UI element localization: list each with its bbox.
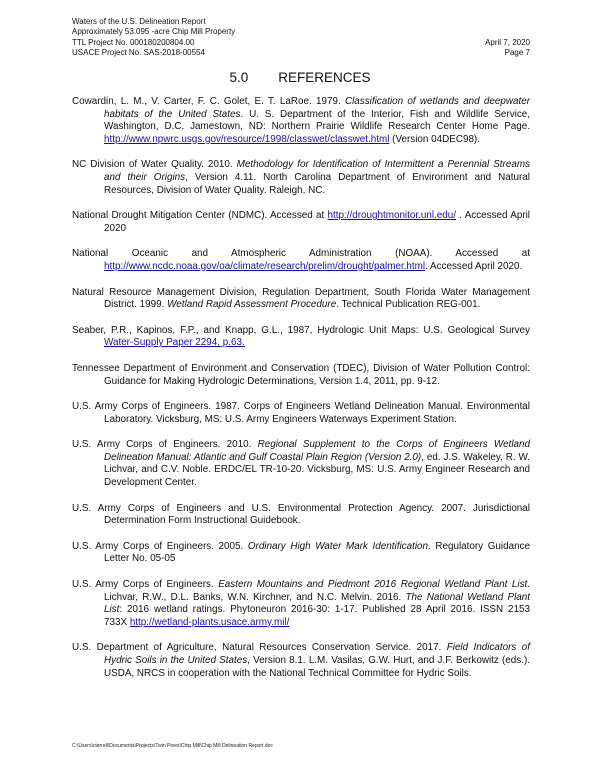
ref-text: , Version 4.11. North Carolina Department of Environment and Natural Resources, Division of Water Quality. Raleigh, NC. bbox=[104, 171, 530, 196]
ref-text: . Accessed April 2020. bbox=[425, 260, 523, 272]
ref-title: The National Wetland Plant List bbox=[104, 591, 530, 616]
ref-text: : 2016 wetland ratings. Phytoneuron 2016-30: 1-17. Published 28 April 2016. ISSN 2153 733X bbox=[104, 604, 530, 628]
ref-title: Classification of wetlands and deepwater habitats of the United States bbox=[104, 96, 530, 120]
header-report-title: Waters of the U.S. Delineation Report bbox=[72, 17, 206, 26]
reference-usace-2010 bbox=[72, 439, 530, 489]
ref-title: Eastern Mountains and Piedmont 2016 Regional Wetland Plant List bbox=[218, 579, 528, 591]
ref-link-wetland-plants[interactable]: http://wetland-plants.usace.army.mil/ bbox=[129, 616, 290, 628]
reference-ndmc bbox=[72, 210, 530, 235]
ref-text: U.S. Army Corps of Engineers. 2010. bbox=[72, 439, 258, 451]
ref-text: U.S. Army Corps of Engineers. bbox=[72, 579, 219, 591]
ref-text: National Drought Mitigation Center (NDMC). Accessed at bbox=[72, 210, 328, 222]
ref-text: U.S. Army Corps of Engineers and U.S. Environmental Protection Agency. 2007. Jurisdictional Determination Form Instructional Guidebook. bbox=[72, 502, 530, 527]
ref-link-water-supply-paper[interactable]: Water-Supply Paper 2294, p.63. bbox=[104, 337, 245, 349]
ref-text: NC Division of Water Quality. 2010. bbox=[72, 159, 237, 171]
ref-title: Ordinary High Water Mark Identification bbox=[247, 540, 428, 552]
ref-text: , Version 8.1. L.M. Vasilas, G.W. Hurt, and J.F. Berkowitz (eds.). USDA, NRCS in cooperation with the National Technical Committee for Hydric Soils. bbox=[104, 655, 530, 679]
ref-title: Methodology for Identification of Intermittent a Perennial Streams and their Origins bbox=[104, 159, 530, 183]
ref-link-npwrc[interactable]: http://www.npwrc.usgs.gov/resource/1998/classwet/classwet.html bbox=[104, 133, 390, 145]
ref-title: Wetland Rapid Assessment Procedure bbox=[167, 299, 337, 311]
reference-noaa bbox=[72, 248, 530, 273]
section-number: 5.0 bbox=[229, 70, 249, 85]
header-ttl-project: TTL Project No. 000180200804.00 bbox=[72, 37, 195, 47]
ref-text: Seaber, P.R., Kapinos, F.P., and Knapp, G.L., 1987, Hydrologic Unit Maps: U.S. Geological Survey bbox=[72, 324, 530, 336]
header-usace-project: USACE Project No. SAS-2018-00554 bbox=[72, 48, 205, 58]
ref-text: National Oceanic and Atmospheric Administration (NOAA). Accessed at bbox=[72, 248, 530, 260]
header-date: April 7, 2020 bbox=[485, 37, 530, 47]
ref-link-noaa[interactable]: http://www.ncdc.noaa.gov/oa/climate/research/prelim/drought/palmer.html bbox=[104, 260, 426, 272]
header-property: Approximately 53.095 -acre Chip Mill Property bbox=[72, 27, 236, 37]
ref-title: Field Indicators of Hydric Soils in the United States bbox=[104, 642, 530, 666]
ref-link-droughtmonitor[interactable]: http://droughtmonitor.unl.edu/ bbox=[327, 210, 456, 222]
footer-file-path: C:\Users\cterrell\Documents\Projects\Twin Pines\Chip Mill\Chip Mill Delineation Report.doc bbox=[72, 743, 273, 749]
reference-seaber-1987 bbox=[72, 325, 530, 350]
page-header bbox=[72, 17, 530, 59]
ref-text: . Technical Publication REG-001. bbox=[336, 299, 481, 311]
ref-title: Regional Supplement to the Corps of Engineers Wetland Delineation Manual: Atlantic and Gulf Coastal Plain Region (Version 2.0) bbox=[104, 439, 530, 463]
reference-usace-1987 bbox=[72, 401, 530, 426]
reference-usda-nrcs-2017 bbox=[72, 642, 530, 680]
ref-text: U.S. Army Corps of Engineers. 1987. Corps of Engineers Wetland Delineation Manual. Environmental Laboratory. Vicksburg, MS: U.S. Army Engineers Waterways Experiment Station. bbox=[72, 401, 530, 425]
ref-text: , ed. J.S. Wakeley, R. W. Lichvar, and C.V. Noble. ERDC/EL TR-10-20. Vicksburg, MS: U.S. Army Engineer Research and Development Center. bbox=[104, 451, 530, 489]
ref-text: U.S. Department of Agriculture, Natural Resources Conservation Service. 2017. bbox=[72, 642, 447, 654]
ref-text: U.S. Army Corps of Engineers. 2005. bbox=[72, 540, 248, 552]
header-page-number: Page 7 bbox=[504, 48, 530, 58]
section-heading bbox=[0, 70, 600, 85]
reference-usace-2016-plant-list bbox=[72, 579, 530, 629]
section-title: REFERENCES bbox=[278, 70, 371, 85]
reference-cowardin-1979 bbox=[72, 96, 530, 146]
reference-sfwmd-1999 bbox=[72, 287, 530, 312]
ref-text: Natural Resource Management Division, Regulation Department, South Florida Water Management District. 1999. bbox=[72, 286, 530, 311]
ref-text: (Version 04DEC98). bbox=[389, 133, 480, 145]
reference-usace-epa-2007 bbox=[72, 503, 530, 528]
ref-text: . Accessed April 2020 bbox=[104, 210, 530, 234]
ref-text: . Lichvar, R.W., D.L. Banks, W.N. Kirchner, and N.C. Melvin. 2016. bbox=[104, 579, 530, 603]
ref-text: . U. S. Department of the Interior, Fish and Wildlife Service, Washington, D.C. Jamestown, ND: Northern Prairie Wildlife Research Center Home Page. bbox=[104, 108, 530, 133]
ref-text: . Regulatory Guidance Letter No. 05-05 bbox=[104, 540, 530, 565]
reference-usace-2005 bbox=[72, 541, 530, 566]
reference-nc-dwq-2010 bbox=[72, 159, 530, 197]
ref-text: Tennessee Department of Environment and Conservation (TDEC), Division of Water Pollution Control: Guidance for Making Hydrologic Determinations, Version 1.4, 2011, pp. 9-12. bbox=[72, 362, 530, 387]
reference-list bbox=[72, 96, 530, 693]
reference-tdec-2011 bbox=[72, 363, 530, 388]
ref-text: Cowardin, L. M., V. Carter, F. C. Golet, E. T. LaRoe. 1979. bbox=[72, 96, 345, 107]
